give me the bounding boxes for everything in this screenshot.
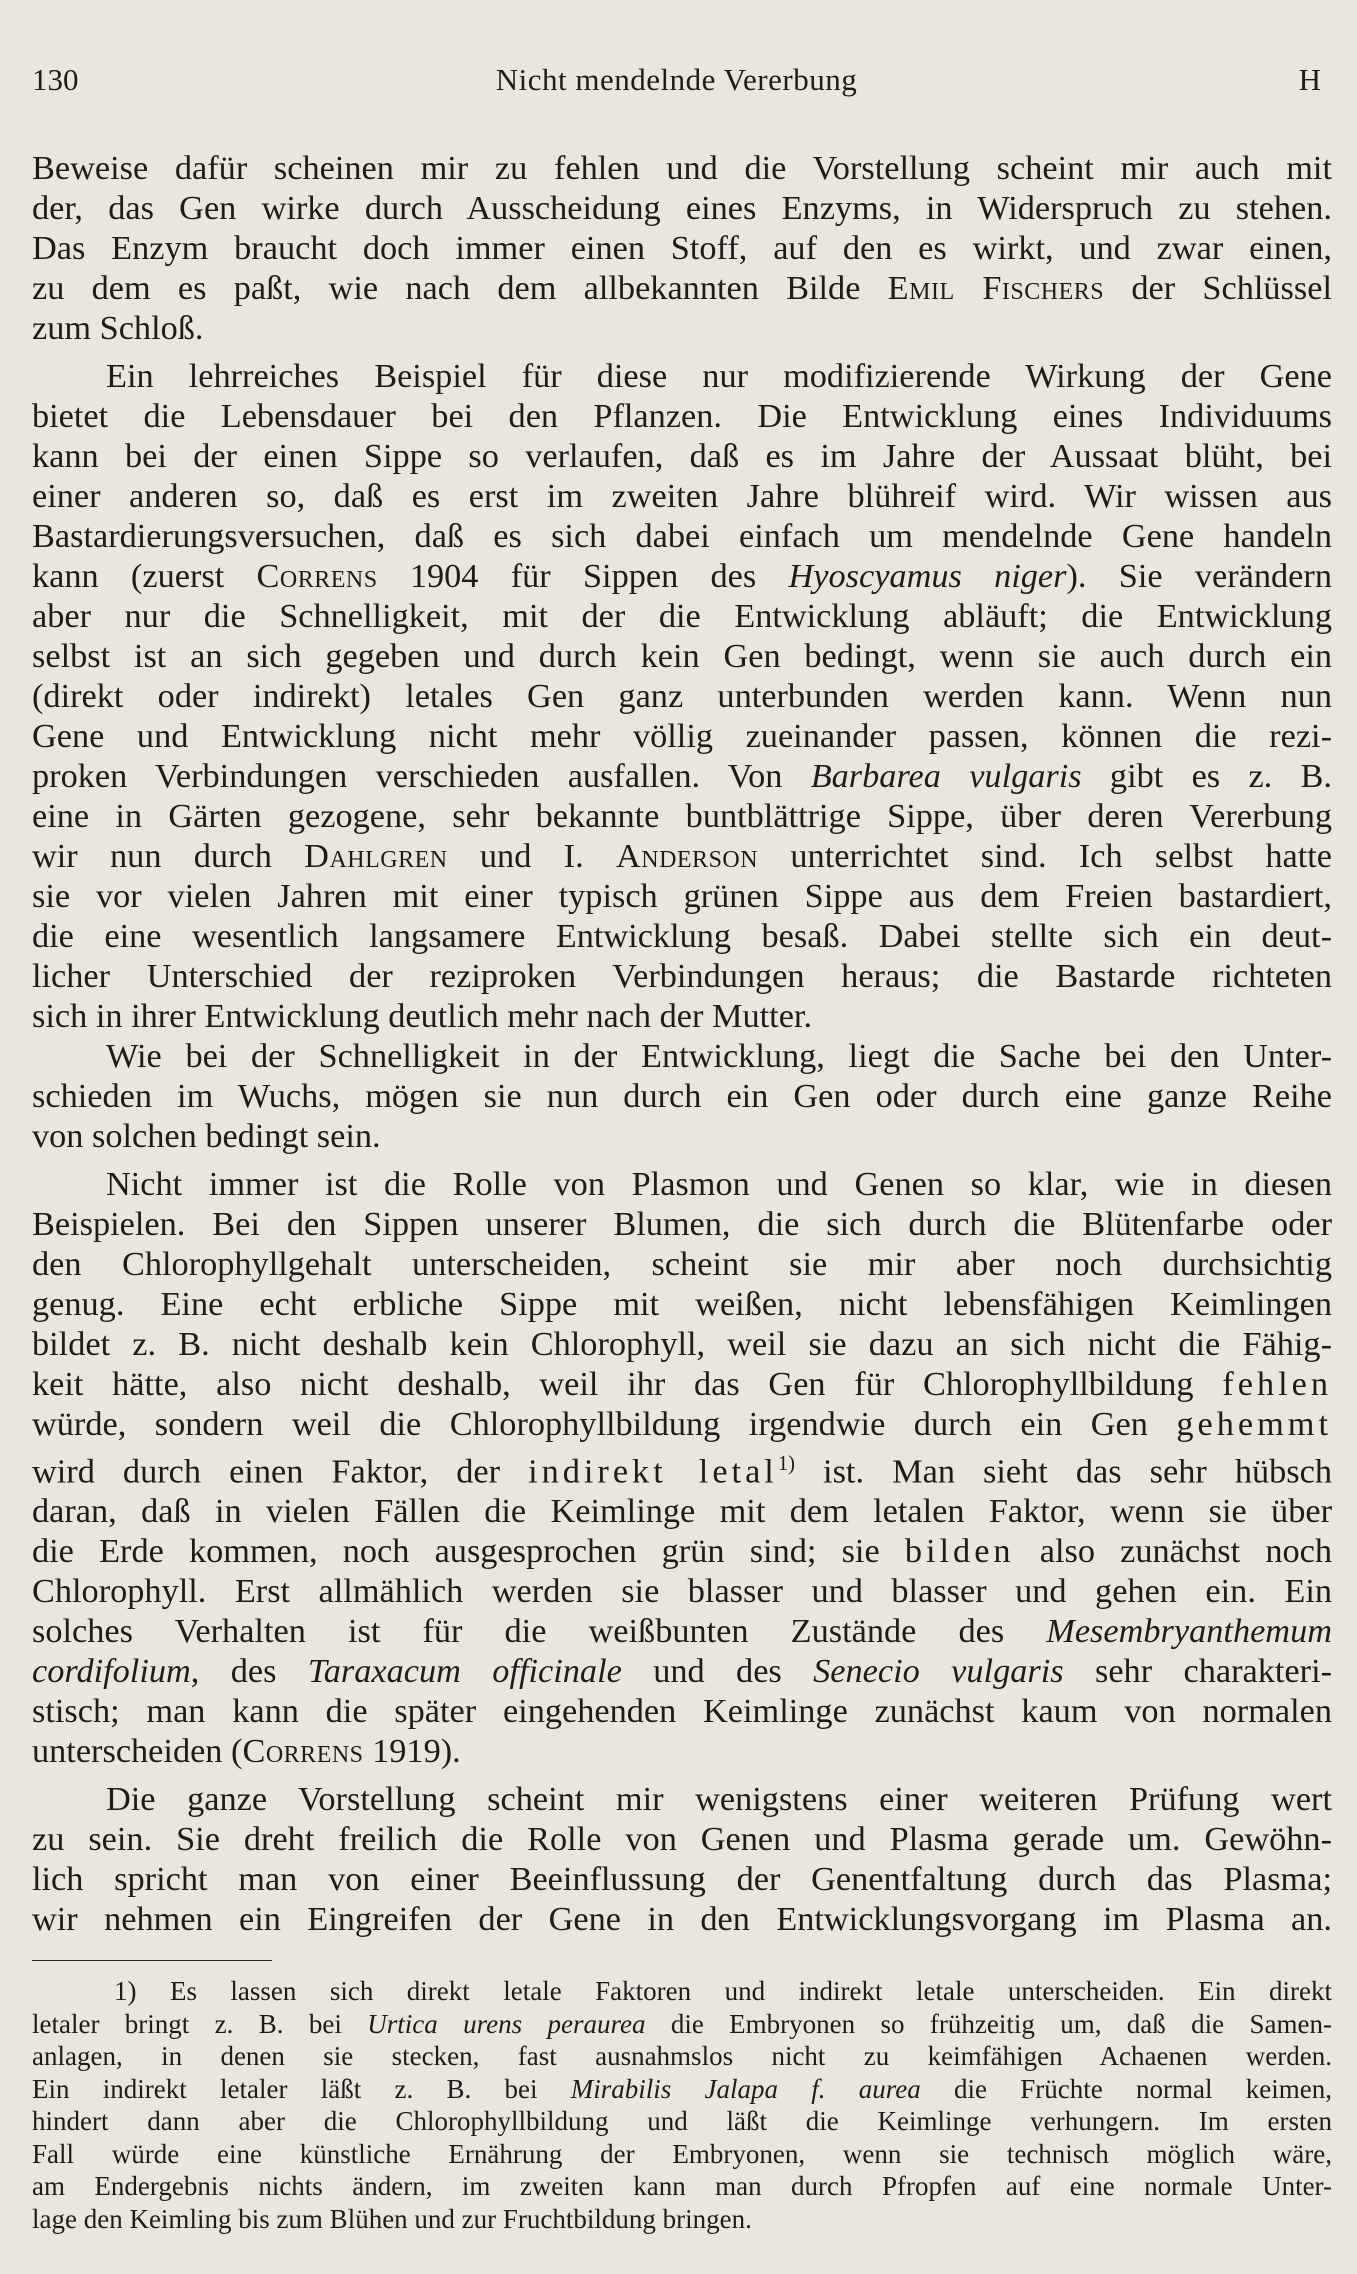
footnote-rule xyxy=(32,1960,272,1961)
italic-term: Mesembryanthemum xyxy=(1046,1612,1332,1651)
footnote-line: lage den Keimling bis zum Blühen und zur Fruchtbildung bringen. xyxy=(32,2203,752,2234)
author-name: Anderson xyxy=(615,837,759,875)
footnote xyxy=(32,1975,1332,2235)
author-name: Dahlgren xyxy=(304,837,448,875)
text-line: zum Schloß. xyxy=(32,309,204,347)
text-line: Ein lehrreiches Beispiel für diese nur modifizierende Wirkung der Gene xyxy=(106,357,1332,395)
spaced-emphasis: indirekt letal xyxy=(528,1452,778,1491)
text-line: einer anderen so, daß es erst im zweiten Jahre blühreif wird. Wir wissen aus xyxy=(32,477,1332,515)
paragraph-3 xyxy=(32,1036,1332,1156)
text-line: den Chlorophyllgehalt unterscheiden, scheint sie mir aber noch durchsichtig xyxy=(32,1245,1332,1283)
text-line: kann (zuerst Correns 1904 für Sippen des Hyoscyamus niger). Sie verändern xyxy=(32,557,1332,595)
text-line: Beispielen. Bei den Sippen unserer Blumen, die sich durch die Blütenfarbe oder xyxy=(32,1205,1332,1243)
main-text xyxy=(32,148,1332,1939)
spaced-emphasis: gehemmt xyxy=(1176,1405,1332,1443)
text-line: kann bei der einen Sippe so verlaufen, daß es im Jahre der Aussaat blüht, bei xyxy=(32,437,1332,475)
text-line: wir nun durch Dahlgren und I. Anderson unterrichtet sind. Ich selbst hatte xyxy=(32,837,1332,875)
text-line: genug. Eine echt erbliche Sippe mit weißen, nicht lebensfähigen Keimlingen xyxy=(32,1285,1332,1323)
italic-term: Hyoscyamus niger xyxy=(788,557,1067,595)
author-name: Correns xyxy=(242,1732,364,1771)
text-line: aber nur die Schnelligkeit, mit der die Entwicklung abläuft; die Entwicklung xyxy=(32,597,1332,635)
text-line: Bastardierungsversuchen, daß es sich dabei einfach um mendelnde Gene handeln xyxy=(32,517,1332,555)
text-line: eine in Gärten gezogene, sehr bekannte buntblättrige Sippe, über deren Vererbung xyxy=(32,797,1332,835)
italic-term: Barbarea vulgaris xyxy=(810,757,1082,795)
italic-term: Senecio vulgaris xyxy=(813,1652,1064,1691)
text-line: wird durch einen Faktor, der indirekt letal$^{1)}$ ist. Man sieht das sehr hübsch xyxy=(32,1452,1333,1491)
text-line: Wie bei der Schnelligkeit in der Entwicklung, liegt die Sache bei den Unter- xyxy=(106,1037,1332,1075)
footnote-line: 1) Es lassen sich direkt letale Faktoren und indirekt letale unterscheiden. Ein direkt xyxy=(114,1976,1332,2006)
text-line: bildet z. B. nicht deshalb kein Chlorophyll, weil sie dazu an sich nicht die Fähig- xyxy=(32,1325,1332,1363)
footnote-line: am Endergebnis nichts ändern, im zweiten kann man durch Pfropfen auf eine normale Unter- xyxy=(32,2171,1332,2201)
text-line: lich spricht man von einer Beeinflussung der Genentfaltung durch das Plasma; xyxy=(32,1860,1332,1899)
footnote-ref: 1) xyxy=(777,1453,795,1475)
italic-term: Urtica urens peraurea xyxy=(367,2008,646,2039)
text-line: unterscheiden (Correns 1919). xyxy=(32,1732,461,1771)
text-line: solches Verhalten ist für die weißbunten Zustände des Mesembryanthemum xyxy=(32,1612,1332,1651)
text-line: daran, daß in vielen Fällen die Keimlinge mit dem letalen Faktor, wenn sie über xyxy=(32,1492,1332,1531)
text-line: von solchen bedingt sein. xyxy=(32,1117,381,1155)
text-line: Gene und Entwicklung nicht mehr völlig zueinander passen, können die rezi- xyxy=(32,717,1332,755)
paragraph-2 xyxy=(32,356,1332,1036)
page-number: 130 xyxy=(32,62,79,97)
footnote-line: Fall würde eine künstliche Ernährung der Embryonen, wenn sie technisch möglich wäre, xyxy=(32,2138,1332,2169)
italic-term: Mirabilis Jalapa f. aurea xyxy=(570,2073,921,2104)
footnote-line: Ein indirekt letaler läßt z. B. bei Mirabilis Jalapa f. aurea die Früchte normal keimen, xyxy=(32,2073,1332,2104)
text-line: stisch; man kann die später eingehenden Keimlinge zunächst kaum von normalen xyxy=(32,1692,1332,1731)
text-line: bietet die Lebensdauer bei den Pflanzen. Die Entwicklung eines Individuums xyxy=(32,397,1332,435)
text-line: die eine wesentlich langsamere Entwicklung besaß. Dabei stellte sich ein deut- xyxy=(32,917,1332,955)
paragraph-5 xyxy=(32,1779,1332,1939)
author-name: Correns xyxy=(256,557,378,595)
text-line: würde, sondern weil die Chlorophyllbildung irgendwie durch ein Gen gehemmt xyxy=(32,1405,1332,1443)
footnote-line: hindert dann aber die Chlorophyllbildung und läßt die Keimlinge verhungern. Im ersten xyxy=(32,2106,1332,2136)
signature-mark: H xyxy=(1298,62,1321,97)
text-line: zu sein. Sie dreht freilich die Rolle von Genen und Plasma gerade um. Gewöhn- xyxy=(32,1820,1332,1859)
paragraph-1 xyxy=(32,148,1332,348)
text-line: die Erde kommen, noch ausgesprochen grün sind; sie bilden also zunächst noch xyxy=(32,1532,1332,1571)
text-line: sich in ihrer Entwicklung deutlich mehr nach der Mutter. xyxy=(32,997,813,1035)
text-line: sie vor vielen Jahren mit einer typisch grünen Sippe aus dem Freien bastardiert, xyxy=(32,877,1332,915)
text-line: der, das Gen wirke durch Ausscheidung eines Enzyms, in Widerspruch zu stehen. xyxy=(32,189,1332,227)
text-line: Chlorophyll. Erst allmählich werden sie blasser und blasser und gehen ein. Ein xyxy=(32,1572,1332,1611)
footnote-line: anlagen, in denen sie stecken, fast ausnahmslos nicht zu keimfähigen Achaenen werden. xyxy=(32,2041,1332,2071)
text-line: schieden im Wuchs, mögen sie nun durch ein Gen oder durch eine ganze Reihe xyxy=(32,1077,1332,1115)
spaced-emphasis: bilden xyxy=(904,1532,1015,1571)
text-line: Nicht immer ist die Rolle von Plasmon und Genen so klar, wie in diesen xyxy=(106,1165,1332,1203)
text-line: licher Unterschied der reziproken Verbindungen heraus; die Bastarde richteten xyxy=(32,957,1332,995)
text-line: selbst ist an sich gegeben und durch kein Gen bedingt, wenn sie auch durch ein xyxy=(32,637,1332,675)
running-title: Nicht mendelnde Vererbung xyxy=(495,62,858,97)
text-line: (direkt oder indirekt) letales Gen ganz unterbunden werden kann. Wenn nun xyxy=(32,677,1332,715)
text-line: proken Verbindungen verschieden ausfallen. Von Barbarea vulgaris gibt es z. B. xyxy=(32,757,1333,795)
text-line: zu dem es paßt, wie nach dem allbekannten Bilde Emil Fischers der Schlüssel xyxy=(32,269,1332,307)
paragraph-4 xyxy=(32,1164,1332,1771)
text-line: keit hätte, also nicht deshalb, weil ihr das Gen für Chlorophyllbildung fehlen xyxy=(32,1365,1332,1403)
author-name: Emil Fischers xyxy=(887,269,1105,307)
page-header xyxy=(32,62,1321,110)
footnote-line: letaler bringt z. B. bei Urtica urens peraurea die Embryonen so frühzeitig um, daß die Samen- xyxy=(32,2008,1332,2039)
spaced-emphasis: fehlen xyxy=(1222,1365,1332,1403)
italic-term: cordifolium xyxy=(32,1652,191,1691)
text-line: Beweise dafür scheinen mir zu fehlen und die Vorstellung scheint mir auch mit xyxy=(32,149,1332,187)
text-line: cordifolium, des Taraxacum officinale und des Senecio vulgaris sehr charakteri- xyxy=(32,1652,1333,1691)
text-line: wir nehmen ein Eingreifen der Gene in den Entwicklungsvorgang im Plasma an. xyxy=(32,1900,1332,1939)
text-line: Die ganze Vorstellung scheint mir wenigstens einer weiteren Prüfung wert xyxy=(106,1780,1332,1819)
italic-term: Taraxacum officinale xyxy=(307,1652,622,1691)
text-line: Das Enzym braucht doch immer einen Stoff, auf den es wirkt, und zwar einen, xyxy=(32,229,1332,267)
